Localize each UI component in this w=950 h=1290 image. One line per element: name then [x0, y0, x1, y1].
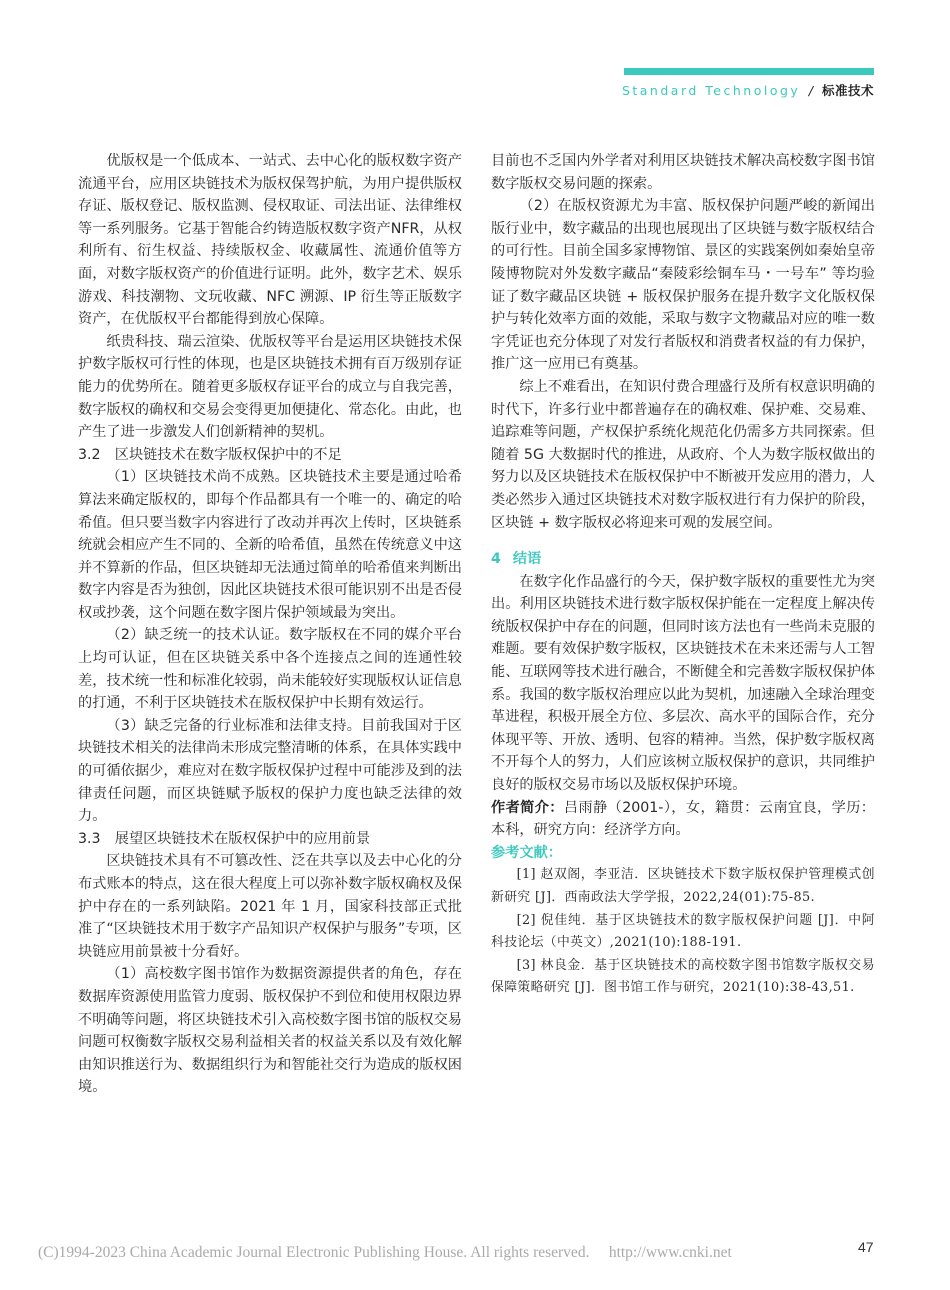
paragraph: （2）缺乏统一的技术认证。数字版权在不同的媒介平台上均可认证，但在区块链关系中各个连接点之间的连通性较差，技术统一性和标准化较弱，尚未能较好实现版权认证信息的打通，不利于区块链技术在版权保护中长期有效运行。	[78, 627, 462, 712]
paragraph: 在数字化作品盛行的今天，保护数字版权的重要性尤为突出。利用区块链技术进行数字版权保护能在一定程度上解决传统版权保护中存在的问题，但同时该方法也有一些尚未克服的难题。要有效保护数字版权，区块链技术在未来还需与人工智能、互联网等技术进行融合，不断健全和完善数字版权保护体系。我国的数字版权治理应以此为契机，加速融入全球治理变革进程，积极开展全方位、多层次、高水平的国际合作，充分体现平等、开放、透明、包容的精神。当然，保护数字版权离不开每个人的努力，人们应该树立版权保护的意识，共同维护良好的版权交易市场以及版权保护环境。	[491, 573, 875, 794]
paragraph: 区块链技术具有不可篡改性、泛在共享以及去中心化的分布式账本的特点，这在很大程度上可以弥补数字版权确权及保护中存在的一系列缺陷。2021 年 1 月，国家科技部正式批准了“区块链技术用于数字产品知识产权保护与服务”专项，区块链应用前景被十分看好。	[78, 853, 462, 960]
section-heading-4	[491, 548, 875, 571]
paragraph: 目前也不乏国内外学者对利用区块链技术解决高校数字图书馆数字版权交易问题的探索。	[491, 153, 875, 192]
reference-item: [3] 林良金．基于区块链技术的高校数字图书馆数字版权交易保障策略研究 [J]．图书馆工作与研究，2021(10):38-43,51.	[491, 957, 875, 996]
subsection-heading-3-3: 3.3 展望区块链技术在版权保护中的应用前景	[78, 830, 371, 847]
header-accent-bar	[624, 68, 874, 75]
paragraph: 优版权是一个低成本、一站式、去中心化的版权数字资产流通平台，应用区块链技术为版权保驾护航，为用户提供版权存证、版权登记、版权监测、侵权取证、司法出证、法律维权等一系列服务。它基于智能合约铸造版权数字资产NFR，从权利所有、衍生权益、持续版权金、收藏属性、流通价值等方面，对数字版权资产的价值进行证明。此外，数字艺术、娱乐游戏、科技潮物、文玩收藏、NFC 溯源、IP 衍生等正版数字资产，在优版权平台都能得到放心保障。	[78, 153, 462, 328]
author-label: 作者简介：	[491, 799, 564, 816]
header-english: Standard Technology	[621, 83, 801, 98]
paragraph: （1）高校数字图书馆作为数据资源提供者的角色，存在数据库资源使用监管力度弱、版权保护不到位和使用权限边界不明确等问题，将区块链技术引入高校数字图书馆的版权交易问题可权衡数字版权交易利益相关者的权益关系以及有效化解由知识推送行为、数据组织行为和智能社交行为造成的版权困境。	[78, 966, 462, 1096]
paragraph: 纸贵科技、瑞云渲染、优版权等平台是运用区块链技术保护数字版权可行性的体现，也是区块链技术拥有百万级别存证能力的优势所在。随着更多版权存证平台的成立与自我完善，数字版权的确权和交易会变得更加便捷化、常态化。由此，也产生了进一步激发人们创新精神的契机。	[78, 333, 462, 441]
references-heading: 参考文献：	[491, 844, 562, 861]
section-number: 4	[491, 551, 501, 568]
paragraph: （1）区块链技术尚不成熟。区块链技术主要是通过哈希算法来确定版权的，即每个作品都具有一个唯一的、确定的哈希值。但只要当数字内容进行了改动并再次上传时，区块链系统就会相应产生不同的、全新的哈希值，虽然在传统意义中这并不算新的作品，但区块链却无法通过简单的哈希值来判断出数字内容是否为独创，因此区块链技术很可能识别不出是否侵权或抄袭，这个问题在数字图片保护领域最为突出。	[78, 469, 462, 621]
paragraph: （2）在版权资源尤为丰富、版权保护问题严峻的新闻出版行业中，数字藏品的出现也展现出了区块链与数字版权结合的可行性。目前全国多家博物馆、景区的实践案例如秦始皇帝陵博物院对外发数字藏品“秦陵彩绘铜车马・一号车” 等均验证了数字藏品区块链 + 版权保护服务在提升数字文化版权保护与转化效率方面的效能，采取与数字文物藏品对应的唯一数字凭证也充分体现了对发行者版权和消费者权益的有力保护，推广这一应用已有奠基。	[491, 198, 875, 373]
header-separator: /	[808, 83, 814, 98]
header-chinese: 标准技术	[821, 83, 874, 98]
author-text: 吕雨静（2001-），女，籍贯：云南宜良，学历：本科，研究方向：经济学方向。	[491, 799, 875, 839]
reference-item: [1] 赵双阁，李亚洁．区块链技术下数字版权保护管理模式创新研究 [J]．西南政法大学学报，2022,24(01):75-85.	[491, 867, 875, 905]
paragraph: 综上不难看出，在知识付费合理盛行及所有权意识明确的时代下，许多行业中都普遍存在的确权难、保护难、交易难、追踪难等问题，产权保护系统化规范化仍需多方共同探索。但随着 5G 大数据时代的推进，从政府、个人为数字版权做出的努力以及区块链技术在版权保护中不断被开发应用的潜力，人类必然步入通过区块链技术对数字版权进行有力保护的阶段，区块链 + 数字版权必将迎来可观的发展空间。	[491, 378, 875, 531]
section-title: 结语	[512, 551, 542, 568]
copyright-footer: (C)1994-2023 China Academic Journal Electronic Publishing House. All rights reserved. http://www.cnki.net	[38, 1244, 732, 1261]
paragraph: （3）缺乏完备的行业标准和法律支持。目前我国对于区块链技术相关的法律尚未形成完整清晰的体系，在具体实践中的可循依据少，难应对在数字版权保护过程中可能涉及到的法律责任问题，而区块链赋予版权的保护力度也缺乏法律的效力。	[78, 717, 462, 825]
author-bio	[491, 797, 875, 842]
subsection-heading-3-2: 3.2 区块链技术在数字版权保护中的不足	[78, 446, 342, 463]
right-column	[491, 150, 875, 1000]
left-column	[78, 150, 462, 1099]
running-header	[622, 81, 874, 99]
page-number: 47	[858, 1239, 874, 1255]
reference-item: [2] 倪佳纯．基于区块链技术的数字版权保护问题 [J]．中阿科技论坛（中英文）,2021(10):188-191.	[491, 912, 875, 951]
